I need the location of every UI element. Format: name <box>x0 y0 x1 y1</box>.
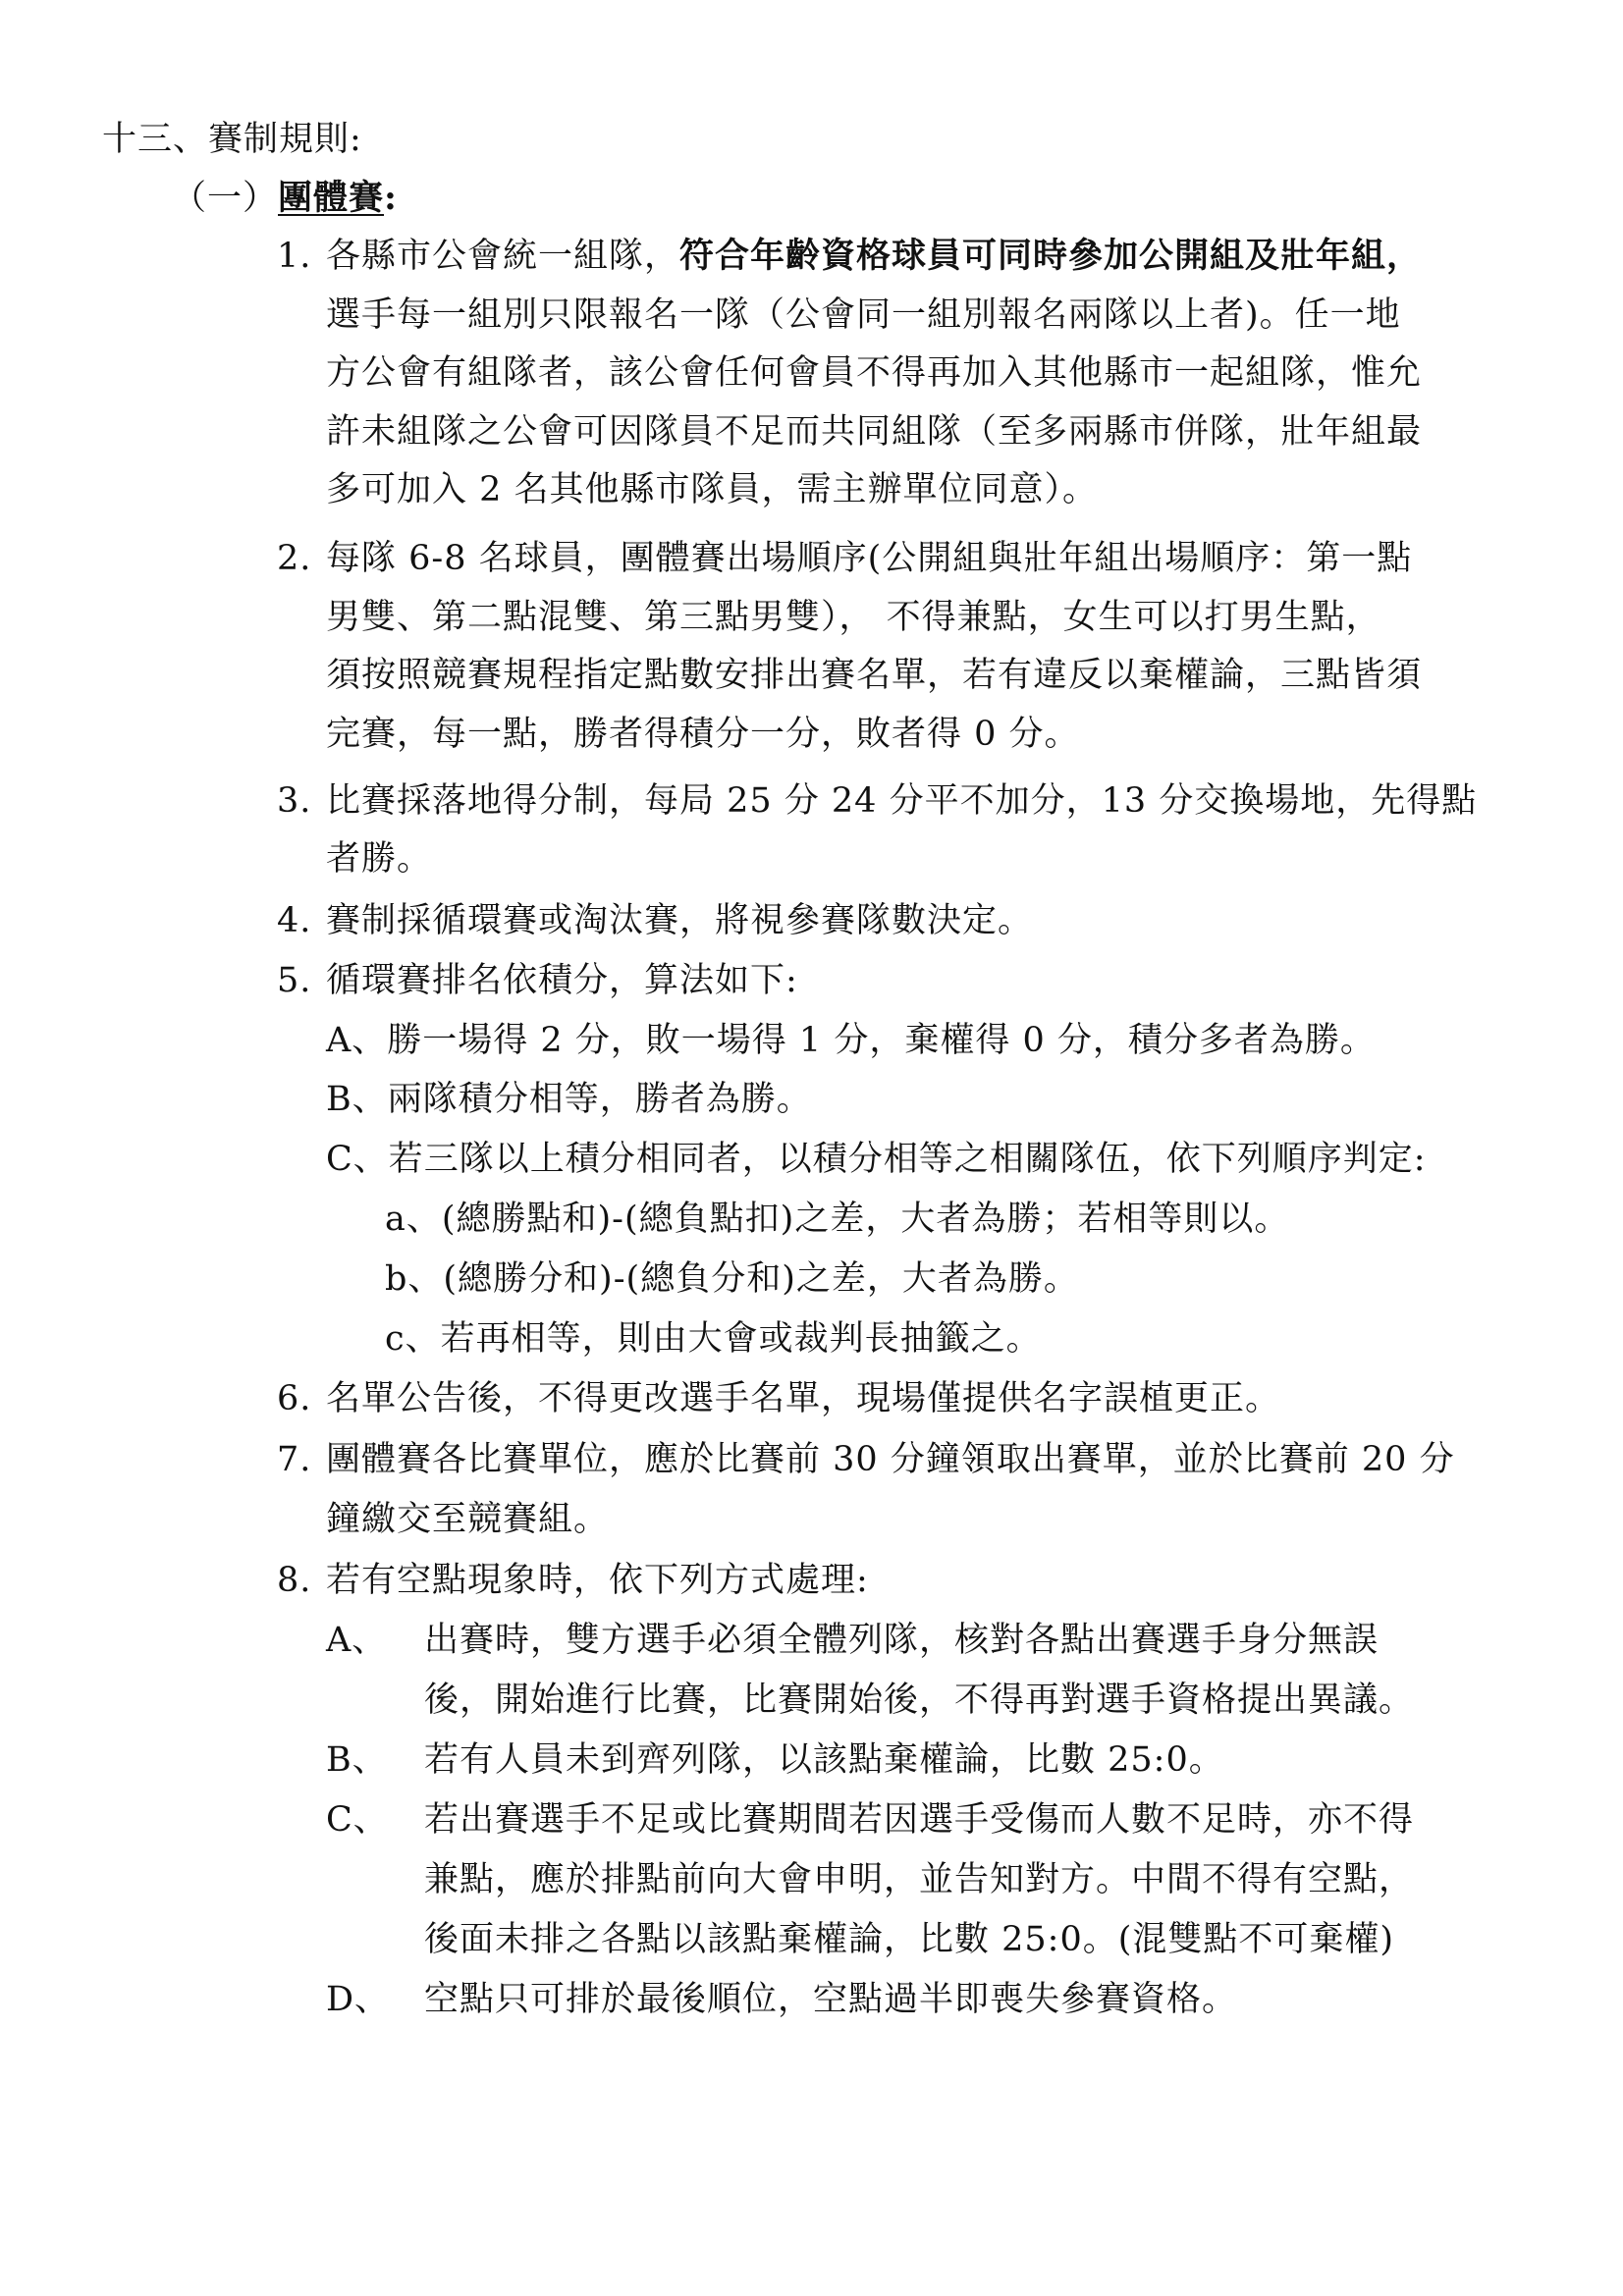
item1-line-4: 許未組隊之公會可因隊員不足而共同組隊（至多兩縣市併隊，壯年組最 <box>326 412 1423 452</box>
item7-line-2: 鐘繳交至競賽組。 <box>326 1500 610 1539</box>
item1-line-1-text: 各縣市公會統一組隊， <box>326 237 680 276</box>
item5-rule-b: B、兩隊積分相等，勝者為勝。 <box>326 1080 812 1119</box>
item8-rule-d-line-1: 空點只可排於最後順位，空點過半即喪失參賽資格。 <box>424 1980 1238 2019</box>
item8-line-1: 若有空點現象時，依下列方式處理: <box>326 1561 869 1600</box>
item5-rule-c-a: a、(總勝點和)-(總負點扣)之差，大者為勝；若相等則以。 <box>385 1200 1290 1239</box>
item2-line-1: 每隊 6-8 名球員，團體賽出場順序(公開組與壯年組出場順序：第一點 <box>326 539 1413 578</box>
item8-marker-c: C、 <box>326 1800 389 1840</box>
subsection-marker: （一） <box>172 179 279 218</box>
item1-line-2: 選手每一組別只限報名一隊（公會同一組別報名兩隊以上者)。任一地 <box>326 295 1401 335</box>
item-number: 5. <box>277 961 312 1000</box>
item-number: 8. <box>277 1561 312 1600</box>
item8-rule-c-line-2: 兼點，應於排點前向大會申明，並告知對方。中間不得有空點， <box>424 1860 1415 1899</box>
item1-line-5: 多可加入 2 名其他縣市隊員，需主辦單位同意）。 <box>326 470 1099 509</box>
item2-line-4: 完賽，每一點，勝者得積分一分，敗者得 0 分。 <box>326 715 1080 754</box>
item8-marker-b: B、 <box>326 1740 388 1780</box>
item7-line-1: 團體賽各比賽單位，應於比賽前 30 分鐘領取出賽單，並於比賽前 20 分 <box>326 1440 1455 1479</box>
item1-line-1-bold: 符合年齡資格球員可同時參加公開組及壯年組， <box>679 236 1423 276</box>
subsection-title: 團體賽 <box>278 178 385 218</box>
item6-line-1: 名單公告後，不得更改選手名單，現場僅提供名字誤植更正。 <box>326 1379 1281 1418</box>
item1-line-3: 方公會有組隊者，該公會任何會員不得再加入其他縣市一起組隊，惟允 <box>326 353 1423 393</box>
subsection-colon: : <box>384 178 398 218</box>
item5-rule-c: C、若三隊以上積分相同者，以積分相等之相關隊伍，依下列順序判定: <box>326 1140 1427 1179</box>
item5-rule-c-c: c、若再相等，則由大會或裁判長抽籤之。 <box>385 1319 1042 1359</box>
item5-line-1: 循環賽排名依積分，算法如下: <box>326 961 798 1000</box>
item-number: 3. <box>277 781 312 821</box>
section-heading: 十三、賽制規則: <box>102 120 362 159</box>
item8-marker-a: A、 <box>326 1621 388 1660</box>
item8-rule-b-line-1: 若有人員未到齊列隊，以該點棄權論，比數 25:0。 <box>424 1740 1224 1780</box>
item8-rule-c-line-1: 若出賽選手不足或比賽期間若因選手受傷而人數不足時，亦不得 <box>424 1800 1415 1840</box>
subsection-heading <box>172 177 398 220</box>
item8-rule-a-line-2: 後，開始進行比賽，比賽開始後，不得再對選手資格提出異議。 <box>424 1681 1415 1720</box>
item2-line-2: 男雙、第二點混雙、第三點男雙）， 不得兼點，女生可以打男生點， <box>326 598 1381 637</box>
item5-rule-a: A、勝一場得 2 分，敗一場得 1 分，棄權得 0 分，積分多者為勝。 <box>326 1021 1376 1060</box>
item8-rule-c-line-3: 後面未排之各點以該點棄權論，比數 25:0。(混雙點不可棄權) <box>424 1920 1395 1959</box>
item-number: 2. <box>277 539 312 578</box>
item3-line-1: 比賽採落地得分制，每局 25 分 24 分平不加分，13 分交換場地，先得點 <box>326 781 1478 821</box>
item3-line-2: 者勝。 <box>326 839 433 879</box>
item8-marker-d: D、 <box>326 1980 391 2019</box>
item-number: 6. <box>277 1379 312 1418</box>
item4-line-1: 賽制採循環賽或淘汰賽，將視參賽隊數決定。 <box>326 901 1034 940</box>
item-number: 4. <box>277 901 312 940</box>
item1-line-1 <box>326 235 1422 278</box>
item-number: 7. <box>277 1440 312 1479</box>
item2-line-3: 須按照競賽規程指定點數安排出賽名單，若有違反以棄權論，三點皆須 <box>326 656 1423 695</box>
item5-rule-c-b: b、(總勝分和)-(總負分和)之差，大者為勝。 <box>385 1259 1079 1299</box>
item8-rule-a-line-1: 出賽時，雙方選手必須全體列隊，核對各點出賽選手身分無誤 <box>424 1621 1380 1660</box>
item-number: 1. <box>277 237 312 276</box>
